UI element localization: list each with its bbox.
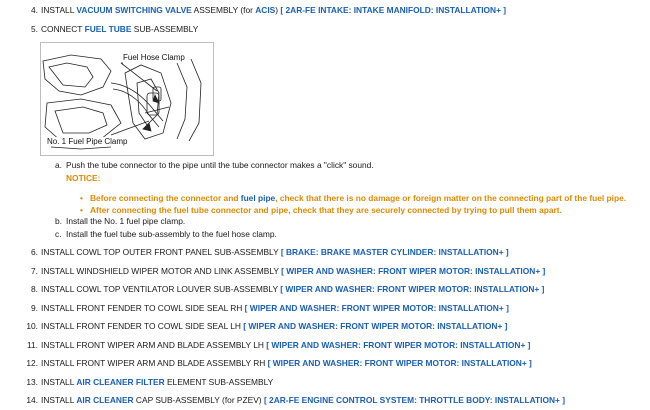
step-number: 11. [26, 340, 38, 350]
step-text: INSTALL [41, 5, 77, 15]
step-text: INSTALL FRONT FENDER TO COWL SIDE SEAL LH [41, 321, 244, 331]
fuel-pipe-clamp-label: No. 1 Fuel Pipe Clamp [47, 137, 128, 146]
notice-text: , check that there is no damage or foreign matter on the connecting part of the fuel pipe. [275, 193, 627, 203]
step-text: CAP SUB-ASSEMBLY (for PZEV) [133, 395, 264, 405]
step-text: INSTALL FRONT WIPER ARM AND BLADE ASSEMBLY RH [41, 358, 268, 368]
keyword-link[interactable]: AIR CLEANER FILTER [76, 377, 165, 387]
step-text: INSTALL FRONT FENDER TO COWL SIDE SEAL RH [41, 303, 245, 313]
step-number: 6. [31, 247, 38, 257]
reference-link[interactable]: [ WIPER AND WASHER: FRONT WIPER MOTOR: INSTALLATION+ ] [243, 321, 508, 331]
substep-letter: c. [55, 229, 62, 239]
step-number: 12. [26, 358, 38, 368]
step-12 [0, 358, 650, 368]
substep-b [55, 216, 185, 226]
step-text: INSTALL WINDSHIELD WIPER MOTOR AND LINK ASSEMBLY [41, 266, 282, 276]
step-text: ELEMENT SUB-ASSEMBLY [164, 377, 274, 387]
step-text: INSTALL FRONT WIPER ARM AND BLADE ASSEMBLY LH [41, 340, 267, 350]
reference-link[interactable]: [ 2AR-FE ENGINE CONTROL SYSTEM: THROTTLE BODY: INSTALLATION+ ] [263, 395, 566, 405]
fuel-hose-clamp-label: Fuel Hose Clamp [123, 53, 185, 62]
keyword-link[interactable]: AIR CLEANER [76, 395, 134, 405]
step-6 [0, 247, 650, 257]
reference-link[interactable]: [ WIPER AND WASHER: FRONT WIPER MOTOR: INSTALLATION+ ] [280, 284, 545, 294]
step-13 [0, 377, 650, 387]
notice-label: NOTICE: [66, 173, 101, 183]
bullet-dot: • [80, 193, 83, 203]
step-text: CONNECT [41, 24, 85, 34]
substep-a [55, 160, 374, 170]
reference-link[interactable]: [ WIPER AND WASHER: FRONT WIPER MOTOR: INSTALLATION+ ] [267, 358, 532, 368]
keyword-link[interactable]: FUEL TUBE [84, 24, 132, 34]
step-number: 4. [31, 5, 38, 15]
notice-bullet-2 [80, 205, 562, 215]
substep-text: Push the tube connector to the pipe until the tube connector makes a "click" sound. [66, 160, 374, 170]
substep-text: Install the fuel tube sub-assembly to the fuel hose clamp. [66, 229, 277, 239]
step-7 [0, 266, 650, 276]
reference-link[interactable]: [ WIPER AND WASHER: FRONT WIPER MOTOR: INSTALLATION+ ] [281, 266, 546, 276]
step-text: SUB-ASSEMBLY [131, 24, 199, 34]
reference-link[interactable]: [ 2AR-FE INTAKE: INTAKE MANIFOLD: INSTALLATION+ ] [280, 5, 507, 15]
substep-letter: b. [55, 216, 62, 226]
step-number: 7. [31, 266, 38, 276]
reference-link[interactable]: [ WIPER AND WASHER: FRONT WIPER MOTOR: INSTALLATION+ ] [244, 303, 509, 313]
substep-c [55, 229, 277, 239]
step-number: 8. [31, 284, 38, 294]
keyword-link[interactable]: VACUUM SWITCHING VALVE [76, 5, 192, 15]
step-9 [0, 303, 650, 313]
step-14 [0, 395, 650, 405]
step-8 [0, 284, 650, 294]
keyword-link[interactable]: ACIS [255, 5, 276, 15]
step-number: 10. [26, 321, 38, 331]
step-number: 9. [31, 303, 38, 313]
step-11 [0, 340, 650, 350]
step-number: 5. [31, 24, 38, 34]
substep-letter: a. [55, 160, 62, 170]
notice-text: Before connecting the connector and [90, 193, 241, 203]
notice-bullet-1 [80, 193, 626, 203]
reference-link[interactable]: [ WIPER AND WASHER: FRONT WIPER MOTOR: INSTALLATION+ ] [266, 340, 531, 350]
step-number: 13. [26, 377, 38, 387]
step-text: ) [275, 5, 281, 15]
step-text: ASSEMBLY (for [191, 5, 256, 15]
notice-text: After connecting the fuel tube connector and pipe, check that they are securely connected by trying to pull them apart. [90, 205, 562, 215]
step-5 [0, 24, 650, 34]
step-text: INSTALL [41, 395, 77, 405]
reference-link[interactable]: [ BRAKE: BRAKE MASTER CYLINDER: INSTALLATION+ ] [280, 247, 509, 257]
step-4 [0, 5, 650, 15]
step-text: INSTALL COWL TOP OUTER FRONT PANEL SUB-ASSEMBLY [41, 247, 281, 257]
fuel-pipe-link[interactable]: fuel pipe [240, 193, 276, 203]
step-text: INSTALL [41, 377, 77, 387]
fuel-tube-diagram [40, 42, 214, 156]
step-10 [0, 321, 650, 331]
step-text: INSTALL COWL TOP VENTILATOR LOUVER SUB-ASSEMBLY [41, 284, 281, 294]
bullet-dot: • [80, 205, 83, 215]
substep-text: Install the No. 1 fuel pipe clamp. [66, 216, 186, 226]
step-number: 14. [26, 395, 38, 405]
